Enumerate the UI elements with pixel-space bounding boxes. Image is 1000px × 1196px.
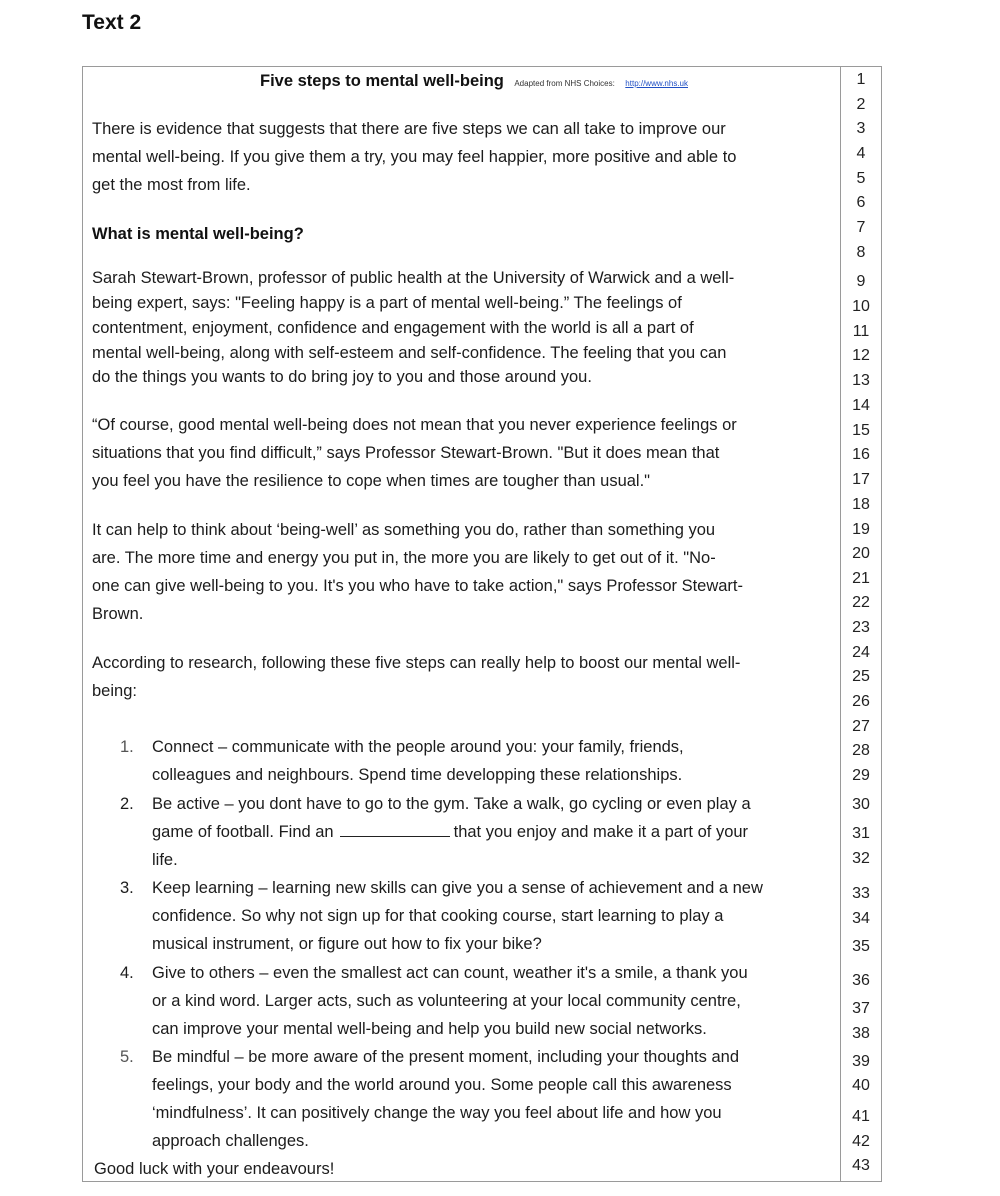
step-line: Connect – communicate with the people around you: your family, friends, bbox=[152, 738, 684, 756]
step-line: ‘mindfulness’. It can positively change the way you feel about life and how you bbox=[152, 1104, 722, 1122]
paragraph-1-line: Sarah Stewart-Brown, professor of public health at the University of Warwick and a well- bbox=[92, 269, 735, 287]
paragraph-4-line: According to research, following these five steps can really help to boost our mental well- bbox=[92, 654, 741, 672]
step-line: or a kind word. Larger acts, such as volunteering at your local community centre, bbox=[152, 992, 741, 1010]
line-number: 26 bbox=[852, 693, 870, 710]
article-title-row bbox=[260, 71, 688, 94]
fill-in-blank[interactable] bbox=[340, 822, 450, 837]
line-number: 11 bbox=[852, 323, 870, 340]
line-number: 10 bbox=[852, 298, 870, 315]
source-link[interactable]: http://www.nhs.uk bbox=[625, 79, 688, 88]
step-line: confidence. So why not sign up for that cooking course, start learning to play a bbox=[152, 907, 724, 925]
step-number: 1. bbox=[120, 738, 134, 756]
section-subheading: What is mental well-being? bbox=[92, 225, 304, 243]
line-number: 34 bbox=[852, 910, 870, 927]
paragraph-1-line: contentment, enjoyment, confidence and engagement with the world is all a part of bbox=[92, 319, 694, 337]
line-number: 39 bbox=[852, 1053, 870, 1070]
line-number: 30 bbox=[852, 796, 870, 813]
line-number: 7 bbox=[856, 219, 866, 236]
line-number: 21 bbox=[852, 570, 870, 587]
paragraph-1-line: do the things you wants to do bring joy to you and those around you. bbox=[92, 368, 592, 386]
step-line: Be active – you dont have to go to the gym. Take a walk, go cycling or even play a bbox=[152, 795, 751, 813]
line-number: 8 bbox=[856, 244, 866, 261]
line-number: 41 bbox=[852, 1108, 870, 1125]
step-line: colleagues and neighbours. Spend time developping these relationships. bbox=[152, 766, 683, 784]
gap-before-text: game of football. Find an bbox=[152, 823, 334, 841]
line-number: 36 bbox=[852, 972, 870, 989]
step-line: can improve your mental well-being and help you build new social networks. bbox=[152, 1020, 707, 1038]
line-number: 5 bbox=[856, 170, 866, 187]
line-number: 35 bbox=[852, 938, 870, 955]
closing-line: Good luck with your endeavours! bbox=[94, 1160, 335, 1178]
line-number: 28 bbox=[852, 742, 870, 759]
intro-line: get the most from life. bbox=[92, 176, 251, 194]
line-number: 14 bbox=[852, 397, 870, 414]
line-number: 20 bbox=[852, 545, 870, 562]
line-number: 3 bbox=[856, 120, 866, 137]
line-number: 18 bbox=[852, 496, 870, 513]
line-number: 32 bbox=[852, 850, 870, 867]
line-number: 1 bbox=[856, 71, 866, 88]
source-note: Adapted from NHS Choices: bbox=[514, 79, 615, 88]
line-number: 24 bbox=[852, 644, 870, 661]
gap-after-text: that you enjoy and make it a part of your bbox=[453, 823, 749, 841]
paragraph-3-line: Brown. bbox=[92, 605, 144, 623]
line-number: 23 bbox=[852, 619, 870, 636]
line-number-column bbox=[841, 0, 881, 1196]
article-title: Five steps to mental well-being bbox=[260, 72, 504, 90]
page-heading: Text 2 bbox=[82, 11, 142, 34]
line-number: 9 bbox=[856, 273, 866, 290]
paragraph-3-line: one can give well-being to you. It's you who have to take action," says Professor Stewart- bbox=[92, 577, 744, 595]
line-number: 40 bbox=[852, 1077, 870, 1094]
step-line: approach challenges. bbox=[152, 1132, 309, 1150]
line-number: 38 bbox=[852, 1025, 870, 1042]
paragraph-1-line: being expert, says: "Feeling happy is a part of mental well-being.” The feelings of bbox=[92, 294, 682, 312]
step-line: Give to others – even the smallest act can count, weather it's a smile, a thank you bbox=[152, 964, 748, 982]
line-number: 42 bbox=[852, 1133, 870, 1150]
paragraph-3-line: are. The more time and energy you put in, the more you are likely to get out of it. "No- bbox=[92, 549, 716, 567]
line-number: 13 bbox=[852, 372, 870, 389]
paragraph-2-line: you feel you have the resilience to cope when times are tougher than usual." bbox=[92, 472, 651, 490]
line-number: 6 bbox=[856, 194, 866, 211]
paragraph-3-line: It can help to think about ‘being-well’ as something you do, rather than something you bbox=[92, 521, 716, 539]
step-line: musical instrument, or figure out how to fix your bike? bbox=[152, 935, 542, 953]
line-number: 17 bbox=[852, 471, 870, 488]
line-number: 16 bbox=[852, 446, 870, 463]
step-line-with-gap bbox=[152, 822, 748, 842]
line-number: 31 bbox=[852, 825, 870, 842]
step-number: 4. bbox=[120, 964, 134, 982]
line-number: 22 bbox=[852, 594, 870, 611]
line-number: 12 bbox=[852, 347, 870, 364]
intro-line: mental well-being. If you give them a try, you may feel happier, more positive and able to bbox=[92, 148, 737, 166]
step-line: Be mindful – be more aware of the present moment, including your thoughts and bbox=[152, 1048, 740, 1066]
line-number: 33 bbox=[852, 885, 870, 902]
line-number: 29 bbox=[852, 767, 870, 784]
line-number: 19 bbox=[852, 521, 870, 538]
line-number: 4 bbox=[856, 145, 866, 162]
line-number: 27 bbox=[852, 718, 870, 735]
step-line: life. bbox=[152, 851, 178, 869]
intro-line: There is evidence that suggests that there are five steps we can all take to improve our bbox=[92, 120, 726, 138]
step-number: 3. bbox=[120, 879, 134, 897]
paragraph-2-line: situations that you find difficult,” says Professor Stewart-Brown. "But it does mean that bbox=[92, 444, 720, 462]
paragraph-2-line: “Of course, good mental well-being does not mean that you never experience feelings or bbox=[92, 416, 737, 434]
line-number: 15 bbox=[852, 422, 870, 439]
line-number: 2 bbox=[856, 96, 866, 113]
line-number: 25 bbox=[852, 668, 870, 685]
step-number: 5. bbox=[120, 1048, 134, 1066]
step-line: feelings, your body and the world around you. Some people call this awareness bbox=[152, 1076, 732, 1094]
step-line: Keep learning – learning new skills can give you a sense of achievement and a new bbox=[152, 879, 763, 897]
paragraph-4-line: being: bbox=[92, 682, 137, 700]
paragraph-1-line: mental well-being, along with self-esteem and self-confidence. The feeling that you can bbox=[92, 344, 727, 362]
line-number: 37 bbox=[852, 1000, 870, 1017]
step-number: 2. bbox=[120, 795, 134, 813]
line-number: 43 bbox=[852, 1157, 870, 1174]
